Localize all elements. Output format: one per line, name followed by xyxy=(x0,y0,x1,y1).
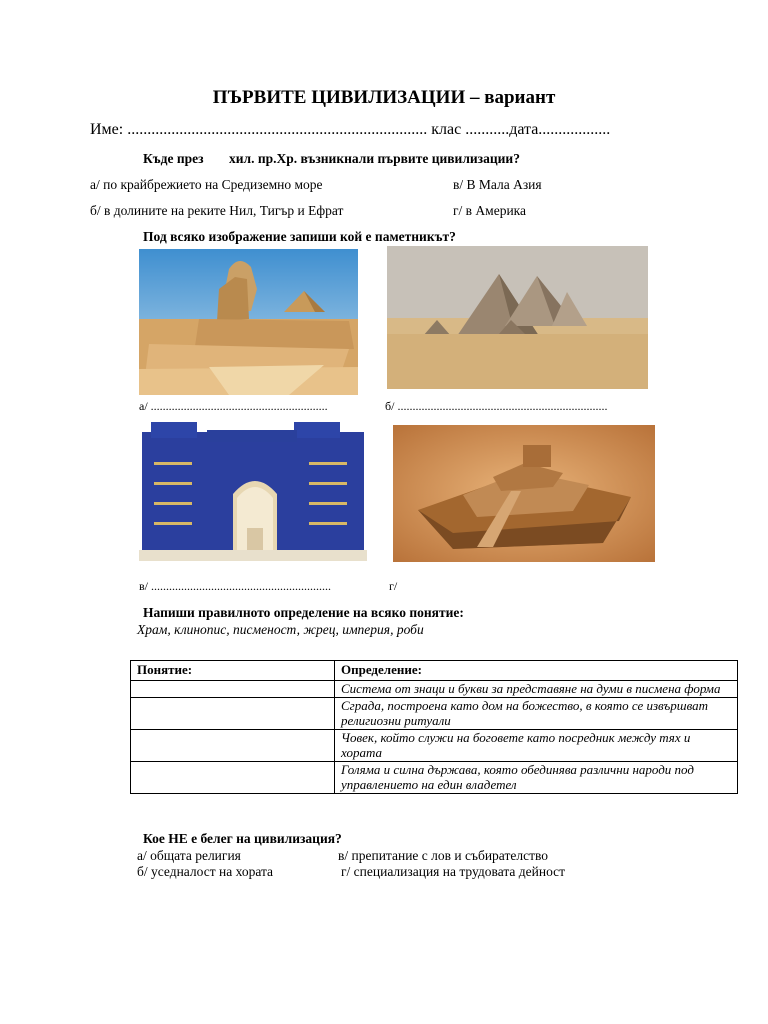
definition-cell: Човек, който служи на боговете като посредник между тях и хората xyxy=(335,729,738,761)
term-cell[interactable] xyxy=(131,697,335,729)
q4-option-c: в/ препитание с лов и събирателство xyxy=(338,848,549,863)
header-definition: Определение: xyxy=(335,661,738,681)
q4-option-a: а/ общата религия xyxy=(137,848,241,863)
q3-question: Напиши правилното определение на всяко понятие: xyxy=(143,605,464,620)
q1-question: хил. пр.Хр. възникнали първите цивилизации? xyxy=(229,151,520,166)
term-cell[interactable] xyxy=(131,729,335,761)
table-row xyxy=(131,761,738,793)
pyramids-image xyxy=(387,246,648,389)
definition-cell: Система от знаци и букви за представяне на думи в писмена форма xyxy=(335,681,738,698)
answer-line-c[interactable]: в/ ............................................................ xyxy=(139,579,331,593)
q1-option-a: а/ по крайбрежието на Средиземно море xyxy=(90,177,323,192)
table-row xyxy=(131,697,738,729)
header-term: Понятие: xyxy=(131,661,335,681)
answer-line-d[interactable]: г/ xyxy=(389,579,398,593)
q2-question: Под всяко изображение запиши кой е паметникът? xyxy=(143,229,456,244)
definition-cell: Сграда, построена като дом на божество, в която се извършват религиозни ритуали xyxy=(335,697,738,729)
q1-option-d: г/ в Америка xyxy=(453,203,527,218)
table-header-row xyxy=(131,661,738,681)
name-class-date-line: Име: ........................................................................... клас ...........дата.................. xyxy=(90,121,611,138)
q4-option-b: б/ уседналост на хората xyxy=(137,864,274,879)
table-row xyxy=(131,729,738,761)
answer-line-a[interactable]: а/ ........................................................... xyxy=(139,399,328,413)
term-cell[interactable] xyxy=(131,681,335,698)
sphinx-image xyxy=(139,249,358,395)
term-cell[interactable] xyxy=(131,761,335,793)
page-title: ПЪРВИТЕ ЦИВИЛИЗАЦИИ – вариант xyxy=(212,87,556,108)
q1-prefix: Къде през xyxy=(143,151,204,166)
q1-option-c: в/ В Мала Азия xyxy=(453,177,542,192)
q3-terms: Храм, клинопис, писменост, жрец, империя, роби xyxy=(137,622,424,637)
definitions-table xyxy=(130,660,738,794)
table-row xyxy=(131,681,738,698)
q4-option-d: г/ специализация на трудовата дейност xyxy=(341,864,566,879)
ziggurat-image xyxy=(393,425,655,562)
q1-option-b: б/ в долините на реките Нил, Тигър и Ефрат xyxy=(90,203,344,218)
definition-cell: Голяма и силна държава, която обединява различни народи под управлението на един владетел xyxy=(335,761,738,793)
q4-question: Кое НЕ е белег на цивилизация? xyxy=(143,831,342,846)
ishtar-gate-image xyxy=(139,420,367,561)
answer-line-b[interactable]: б/ ...................................................................... xyxy=(385,399,608,413)
